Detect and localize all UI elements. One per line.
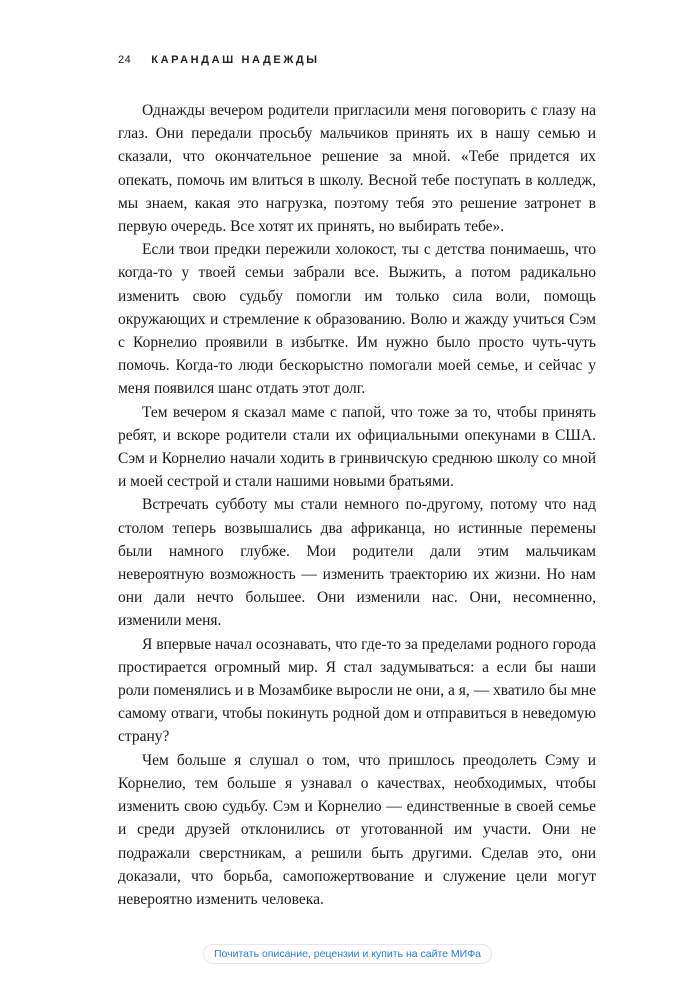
paragraph: Если твои предки пережили холокост, ты с детства понимаешь, что когда-то у твоей семьи забрали все. Выжить, а потом радикально изменить свою судьбу помогли им только сила воли, помощь окружающих и стремление к образованию. Волю и жажду учиться Сэм с Корнелио проявили в избытке. Им нужно было просто чуть-чуть помочь. Когда-то люди бескорыстно помогали моей семье, и сейчас у меня появился шанс отдать этот долг. — [118, 241, 596, 398]
paragraph: Встречать субботу мы стали немного по-другому, потому что над столом теперь возвышались два африканца, но истинные перемены были намного глубже. Мои родители дали этим мальчикам невероятную возможность — изменить траекторию их жизни. Но нам они дали нечто большее. Они изменили нас. Они, несомненно, изменили меня. — [118, 496, 596, 630]
buy-book-link[interactable]: Почитать описание, рецензии и купить на сайте МИФа — [203, 944, 492, 964]
page-number: 24 — [118, 54, 132, 66]
paragraph: Тем вечером я сказал маме с папой, что тоже за то, чтобы принять ребят, и вскоре родители стали их официальными опекунами в США. Сэм и Корнелио начали ходить в гринвичскую среднюю школу со мной и моей сестрой и стали нашими новыми братьями. — [118, 403, 596, 491]
paragraph: Однажды вечером родители пригласили меня поговорить с глазу на глаз. Они передали просьбу мальчиков принять их в нашу семью и сказали, что окончательное решение за мной. «Тебе придется их опекать, помочь им влиться в школу. Весной тебе поступать в колледж, мы знаем, какая это нагрузка, поэтому тебя это решение затронет в первую очередь. Все хотят их принять, но выбирать тебе». — [118, 102, 596, 236]
body-text — [118, 99, 596, 911]
paragraph: Чем больше я слушал о том, что пришлось преодолеть Сэму и Корнелио, тем больше я узнавал о качествах, необходимых, чтобы изменить свою судьбу. Сэм и Корнелио — единственные в своей семье и среди друзей отклонились от уготованной им участи. Они не подражали сверстникам, а решили быть другими. Сделав это, они доказали, что борьба, самопожертвование и служение цели могут невероятно изменить человека. — [118, 751, 596, 908]
page-header — [118, 54, 320, 66]
paragraph: Я впервые начал осознавать, что где-то за пределами родного города простирается огромный мир. Я стал задумываться: а если бы наши роли поменялись и в Мозамбике выросли не они, а я, — хватило бы мне самому отваги, чтобы покинуть родной дом и отправиться в неведомую страну? — [118, 635, 596, 746]
running-title: КАРАНДАШ НАДЕЖДЫ — [151, 54, 320, 66]
